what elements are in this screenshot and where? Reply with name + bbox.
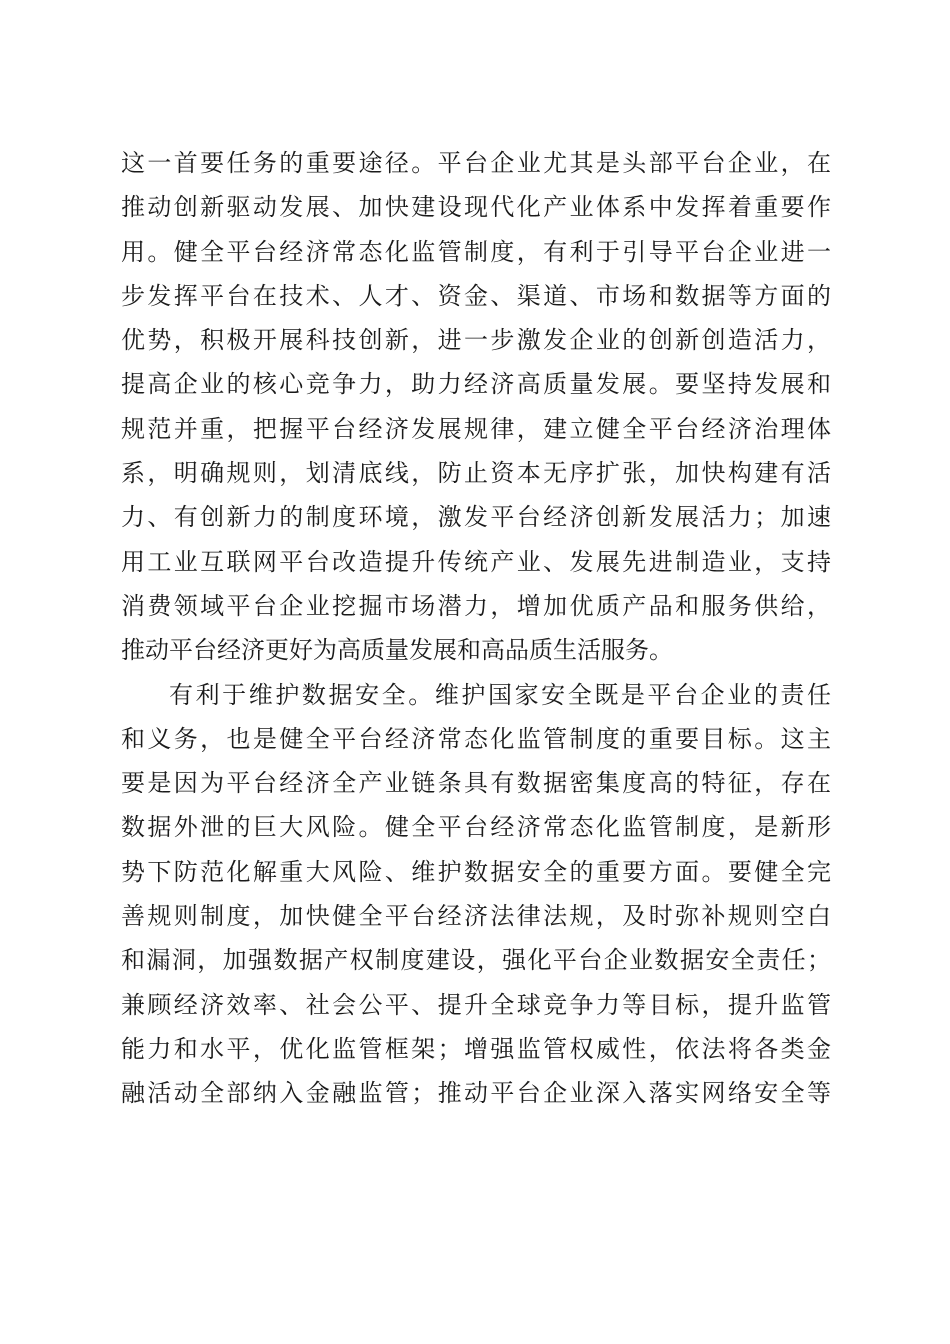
text-line: 要是因为平台经济全产业链条具有数据密集度高的特征，存在: [121, 769, 831, 798]
text-line: 推动平台经济更好为高质量发展和高品质生活服务。: [121, 636, 673, 665]
text-line: 规范并重，把握平台经济发展规律，建立健全平台经济治理体: [121, 414, 831, 443]
text-line: 有利于维护数据安全。维护国家安全既是平台企业的责任: [169, 680, 831, 709]
text-line: 系，明确规则，划清底线，防止资本无序扩张，加快构建有活: [121, 459, 831, 488]
paragraph: [121, 141, 831, 673]
text-line: 善规则制度，加快健全平台经济法律法规，及时弥补规则空白: [121, 902, 831, 931]
text-line: 用工业互联网平台改造提升传统产业、发展先进制造业，支持: [121, 547, 831, 576]
text-line: 势下防范化解重大风险、维护数据安全的重要方面。要健全完: [121, 857, 831, 886]
text-line: 兼顾经济效率、社会公平、提升全球竞争力等目标，提升监管: [121, 990, 831, 1019]
text-line: 消费领域平台企业挖掘市场潜力，增加优质产品和服务供给，: [121, 591, 831, 620]
text-line: 步发挥平台在技术、人才、资金、渠道、市场和数据等方面的: [121, 281, 831, 310]
text-line: 融活动全部纳入金融监管；推动平台企业深入落实网络安全等: [121, 1079, 831, 1108]
text-line: 用。健全平台经济常态化监管制度，有利于引导平台企业进一: [121, 237, 831, 266]
text-line: 这一首要任务的重要途径。平台企业尤其是头部平台企业，在: [121, 149, 831, 177]
text-line: 推动创新驱动发展、加快建设现代化产业体系中发挥着重要作: [121, 193, 831, 222]
text-line: 提高企业的核心竞争力，助力经济高质量发展。要坚持发展和: [121, 370, 831, 399]
text-line: 和义务，也是健全平台经济常态化监管制度的重要目标。这主: [121, 724, 831, 753]
paragraph: [121, 673, 831, 1116]
text-line: 数据外泄的巨大风险。健全平台经济常态化监管制度，是新形: [121, 813, 831, 842]
text-line: 优势，积极开展科技创新，进一步激发企业的创新创造活力，: [121, 326, 831, 355]
body-text: [121, 141, 831, 1116]
text-line: 和漏洞，加强数据产权制度建设，强化平台企业数据安全责任；: [121, 946, 831, 975]
text-line: 能力和水平，优化监管框架；增强监管权威性，依法将各类金: [121, 1034, 831, 1063]
text-line: 力、有创新力的制度环境，激发平台经济创新发展活力；加速: [121, 503, 831, 532]
